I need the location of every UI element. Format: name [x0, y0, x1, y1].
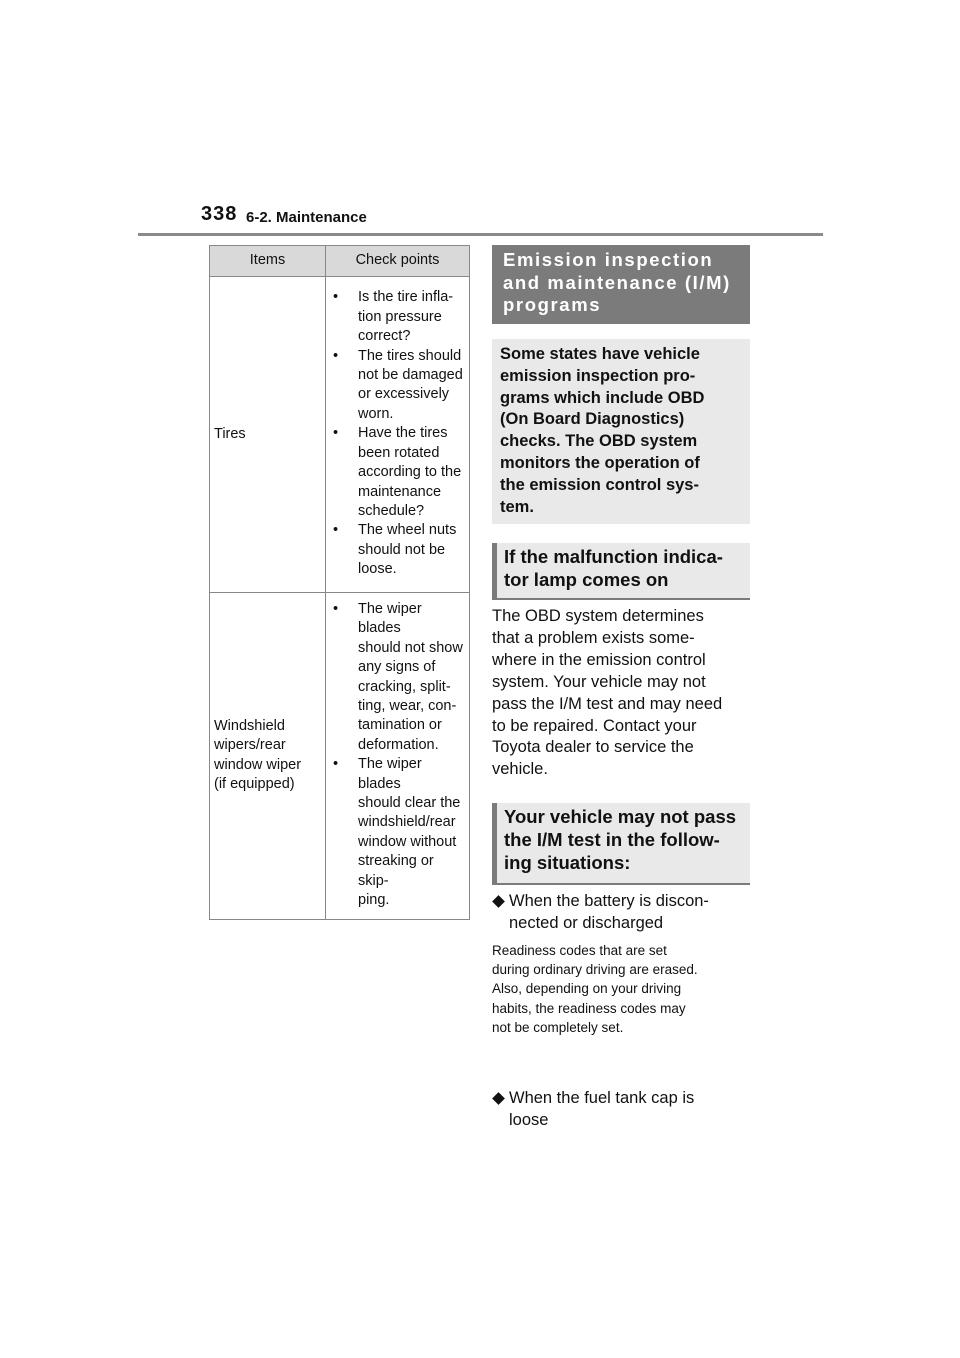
table-header-row — [210, 246, 470, 277]
check-points-cell — [326, 593, 470, 920]
section-title: 6-2. Maintenance — [246, 209, 367, 226]
malfunction-lamp-heading: If the malfunction indica- tor lamp comes on — [492, 543, 750, 600]
intro-summary-box: Some states have vehicle emission inspection pro- grams which include OBD (On Board Diagnostics) checks. The OBD system monitors the operation of the emission control sys- tem. — [492, 339, 750, 524]
emission-inspection-heading: Emission inspection and maintenance (I/M) programs — [492, 245, 750, 324]
check-points-table — [209, 245, 470, 920]
check-points-cell — [326, 277, 470, 593]
situation-text: When the fuel tank cap is loose — [509, 1088, 695, 1129]
diamond-bullet-icon — [492, 895, 505, 908]
column-header-check-points: Check points — [326, 246, 470, 277]
diamond-bullet-icon — [492, 1092, 505, 1105]
check-points-list — [331, 288, 467, 579]
check-points-list — [331, 600, 467, 911]
table-row — [210, 593, 470, 920]
situation-item-battery — [492, 891, 767, 935]
column-header-items: Items — [210, 246, 326, 277]
list-item: • The tires should not be damaged or excessively worn. — [331, 347, 467, 425]
list-item: • The wiper blades should clear the windshield/rear window without streaking or skip- ping. — [331, 755, 467, 910]
table-row — [210, 277, 470, 593]
header-divider — [138, 233, 823, 236]
item-name: Tires — [214, 425, 246, 442]
battery-note: Readiness codes that are set during ordinary driving are erased. Also, depending on your driving habits, the readiness codes may not be completely set. — [492, 943, 698, 1035]
item-name: Windshield wipers/rear window wiper (if equipped) — [214, 717, 302, 793]
im-test-situations-heading: Your vehicle may not pass the I/M test in the follow- ing situations: — [492, 803, 750, 885]
situation-text: When the battery is discon- nected or discharged — [509, 892, 709, 932]
item-cell — [210, 593, 326, 920]
list-item: • The wheel nuts should not be loose. — [331, 521, 467, 579]
list-item: • Is the tire infla- tion pressure correct? — [331, 288, 467, 346]
page-number: 338 — [201, 203, 238, 225]
list-item: • The wiper blades should not show any signs of cracking, split- ting, wear, con- tamination or deformation. — [331, 600, 467, 755]
malfunction-lamp-body: The OBD system determines that a problem exists some- where in the emission control system. Your vehicle may not pass the I/M test and may need to be repaired. Contact your Toyota dealer to service the vehicle. — [492, 607, 723, 779]
item-cell — [210, 277, 326, 593]
list-item: • Have the tires been rotated according to the maintenance schedule? — [331, 424, 467, 521]
situation-item-fuel-cap — [492, 1088, 767, 1132]
